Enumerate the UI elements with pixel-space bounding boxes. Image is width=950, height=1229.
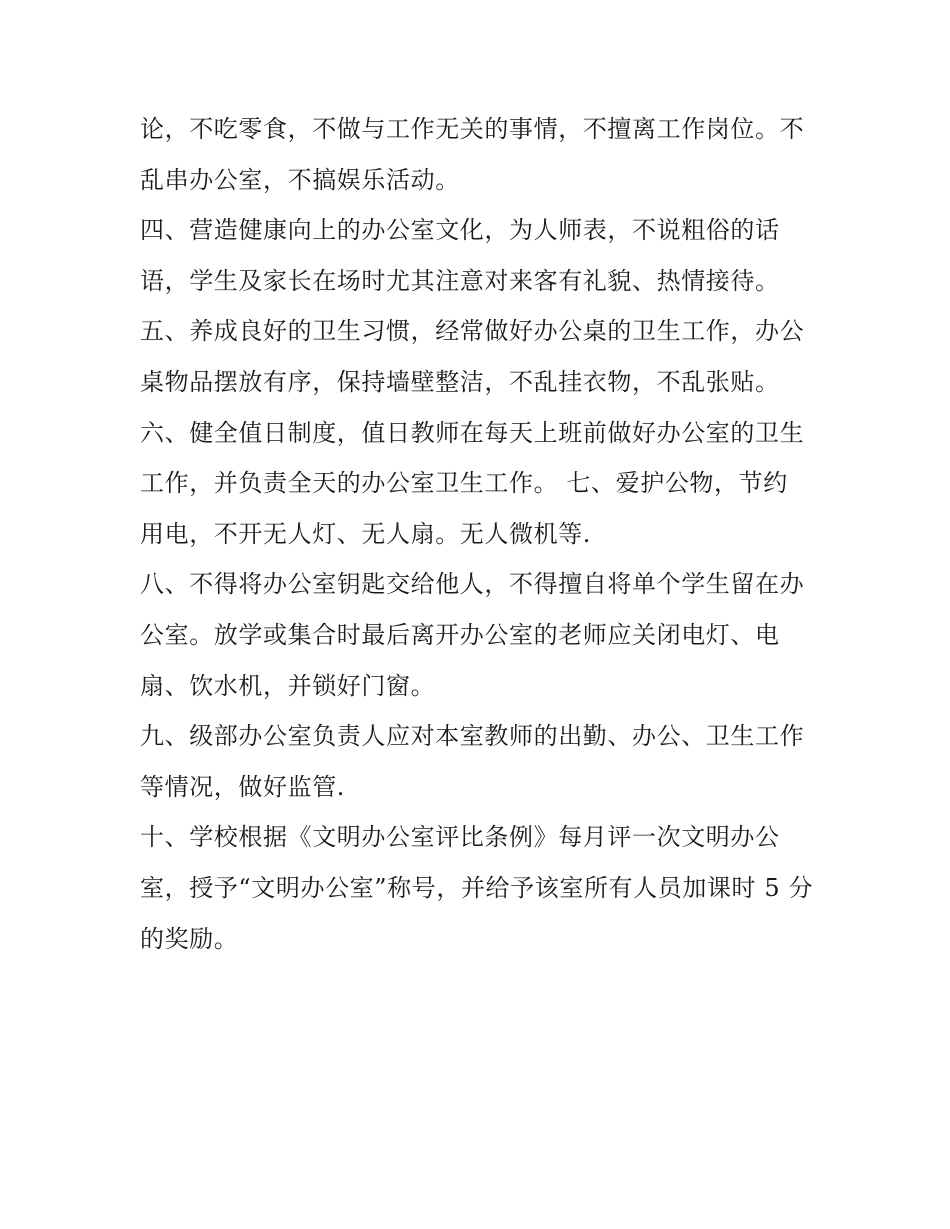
text-line: 用电，不开无人灯、无人扇。无人微机等. — [140, 519, 592, 548]
text-line: 公室。放学或集合时最后离开办公室的老师应关闭电灯、电 — [140, 620, 780, 649]
text-line: 九、级部办公室负责人应对本室教师的出勤、办公、卫生工作 — [140, 722, 805, 751]
text-line: 五、养成良好的卫生习惯，经常做好办公桌的卫生工作，办公 — [140, 317, 805, 346]
text-line: 扇、饮水机，并锁好门窗。 — [140, 671, 436, 700]
text-line: 论，不吃零食，不做与工作无关的事情，不擅离工作岗位。不 — [140, 115, 805, 143]
text-line: 的奖励。 — [140, 924, 239, 953]
text-line: 桌物品摆放有序，保持墙壁整洁，不乱挂衣物，不乱张贴。 — [140, 367, 780, 396]
text-line: 室，授予“文明办公室”称号，并给予该室所有人员加课时 5 分 — [140, 873, 814, 902]
text-line: 语，学生及家长在场时尤其注意对来客有礼貌、热情接待。 — [140, 266, 780, 295]
text-line: 十、学校根据《文明办公室评比条例》每月评一次文明办公 — [140, 823, 780, 852]
text-line: 四、营造健康向上的办公室文化，为人师表，不说粗俗的话 — [140, 216, 780, 245]
document-body — [140, 104, 820, 964]
text-line: 六、健全值日制度，值日教师在每天上班前做好办公室的卫生 — [140, 418, 805, 447]
text-line: 工作，并负责全天的办公室卫生工作。 七、爱护公物，节约 — [140, 469, 788, 498]
text-line: 等情况，做好监管. — [140, 772, 346, 801]
text-line: 八、不得将办公室钥匙交给他人，不得擅自将单个学生留在办 — [140, 570, 805, 599]
text-line: 乱串办公室，不搞娱乐活动。 — [140, 165, 460, 194]
